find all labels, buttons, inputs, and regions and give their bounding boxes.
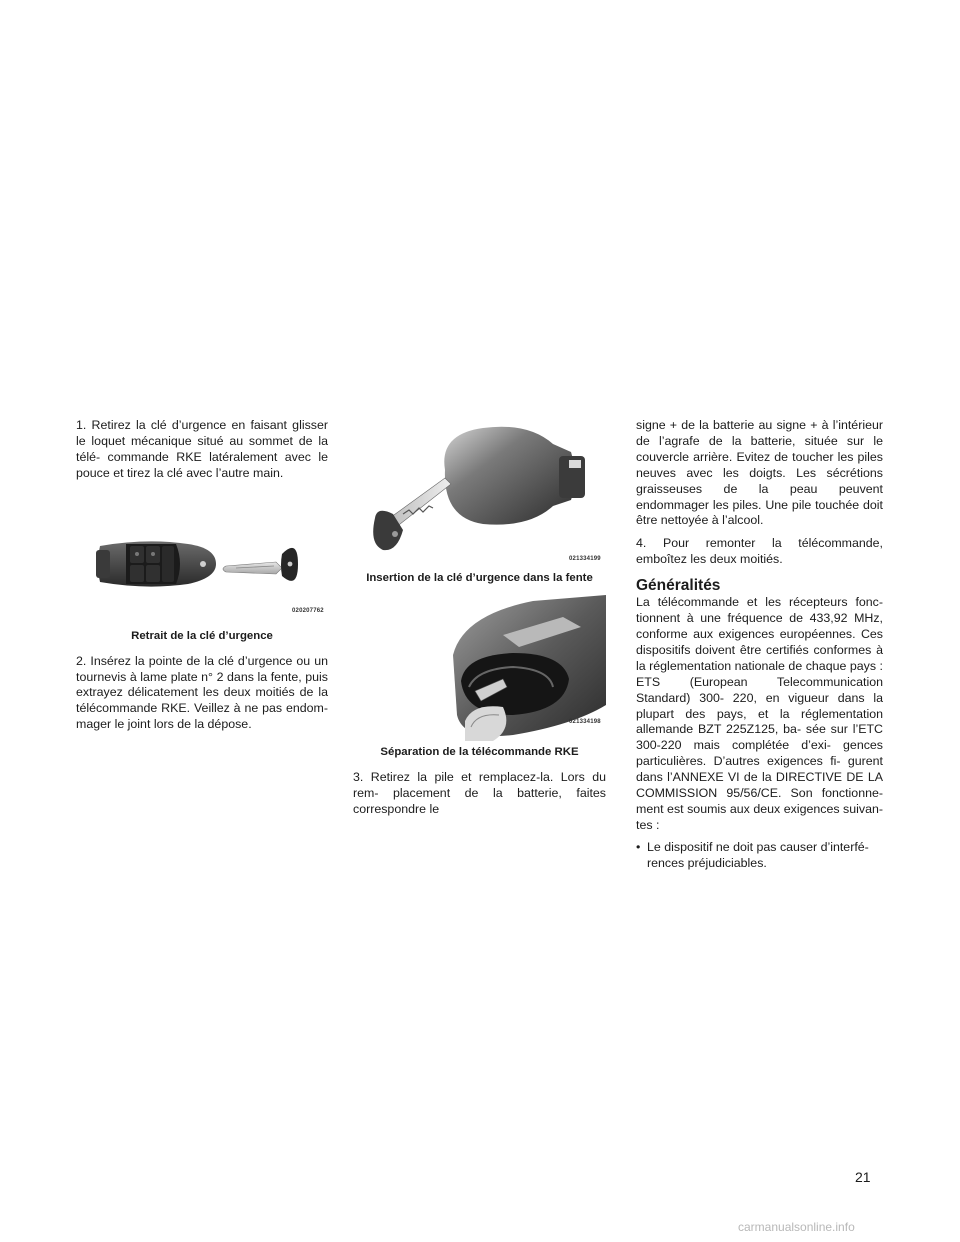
figure-code: 020207762 (292, 607, 324, 614)
section-heading: Généralités (636, 577, 721, 595)
bullet-item (636, 840, 883, 872)
figure-code: 021334198 (569, 719, 601, 725)
bullet-dot: • (636, 839, 641, 854)
step-2-paragraph: 2. Insérez la pointe de la clé d’urgence ou un tournevis à lame plate n° 2 dans la fente, puis extrayez délicatement les deux moitiés de la télécommande RKE. Veillez à ne pas endom- mager le joint lors de la dépose. (76, 653, 328, 732)
figure-key-insertion (353, 422, 606, 564)
step-3-continued-paragraph: signe + de la batterie au signe + à l’intérieur de l’agrafe de la batterie, située sur le couvercle arrière. Evitez de toucher les piles neuves avec les doigts. Les sécrétions graisseuses de la peau peuvent endommager les piles. Une pile touchée doit être nettoyée à l’alcool. (636, 418, 883, 528)
column-middle (353, 422, 606, 818)
bullet-text: Le dispositif ne doit pas causer d’interfé- rences préjudiciables. (647, 839, 869, 870)
figure-code: 021334199 (569, 556, 601, 562)
figure-caption: Séparation de la télécommande RKE (380, 746, 579, 758)
figure-caption: Retrait de la clé d’urgence (131, 629, 273, 642)
step-4-paragraph: 4. Pour remonter la télécommande, emboîtez les deux moitiés. (636, 536, 883, 567)
column-left (76, 418, 328, 733)
key-removal-illustration (76, 524, 328, 619)
column-right (636, 418, 883, 872)
step-3-paragraph: 3. Retirez la pile et remplacez-la. Lors du rem- placement de la batterie, faites correspondre le (353, 770, 606, 816)
figure-key-removal (76, 524, 328, 619)
key-insertion-illustration (353, 422, 606, 564)
step-1-paragraph: 1. Retirez la clé d’urgence en faisant glisser le loquet mécanique situé au sommet de la télé- commande RKE latéralement avec le pouce et tirez la clé avec l’autre main. (76, 418, 328, 480)
watermark: carmanualsonline.info (738, 1220, 855, 1234)
figure-caption: Insertion de la clé d’urgence dans la fente (366, 572, 593, 584)
figure-rke-separation (353, 595, 606, 741)
page-number: 21 (855, 1169, 871, 1185)
general-paragraph: La télécommande et les récepteurs fonc- tionnent à une fréquence de 433,92 MHz, conforme aux exigences européennes. Ces dispositifs doivent être certifiés conformes à la réglementation nationale de chaque pays : ETS (European Telecommunication Standard) 300- 220, en vigueur dans la plupart des pays, et la réglementation allemande BZT 225Z125, ba- sée sur l’ETC 300-220 mais complétée d’exi- gences particulières. D’autres exigences fi- gurent dans l’ANNEXE VI de la DIRECTIVE DE LA COMMISSION 95/56/CE. Son fonctionne- ment est soumis aux deux exigences suivan- tes : (636, 595, 883, 832)
